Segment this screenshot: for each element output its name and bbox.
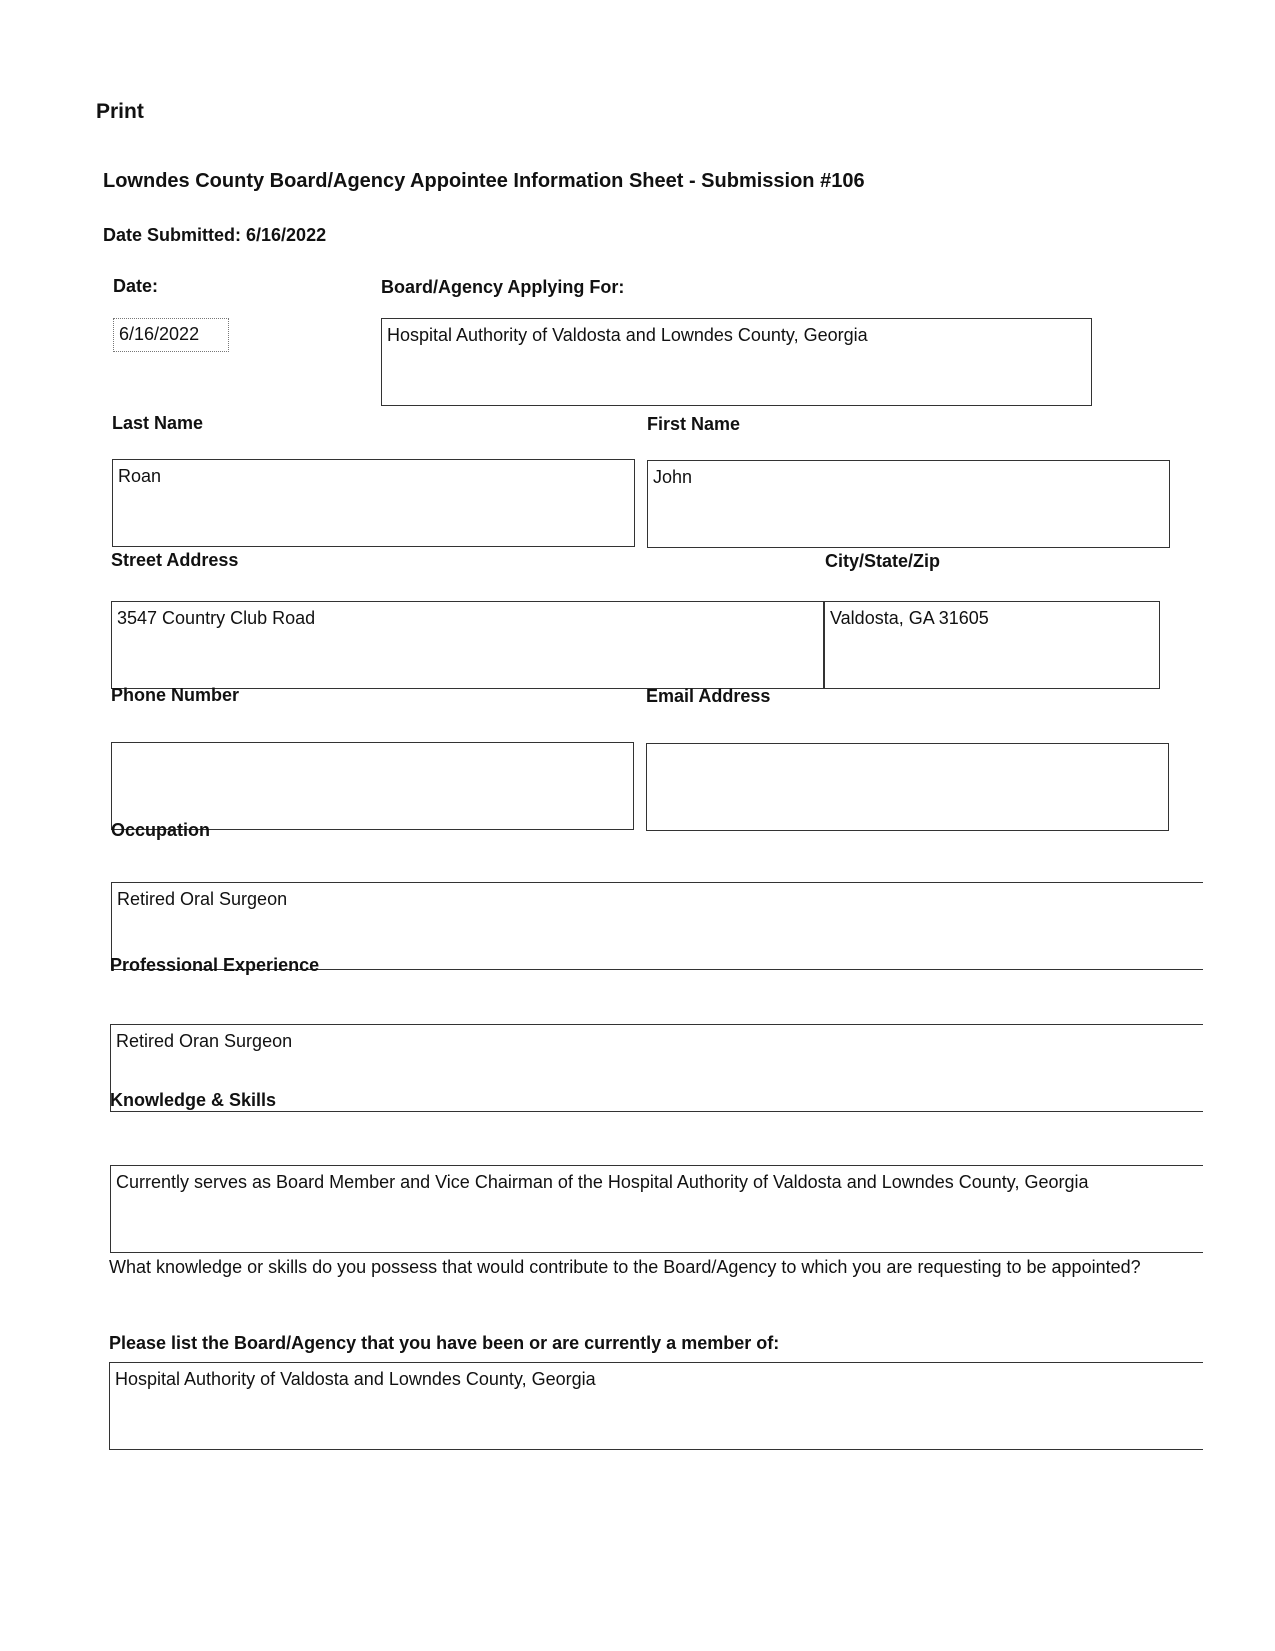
- phone-number-label: Phone Number: [111, 685, 240, 705]
- boards-member-field[interactable]: Hospital Authority of Valdosta and Lowndes County, Georgia: [109, 1362, 1203, 1450]
- street-address-field[interactable]: 3547 Country Club Road: [111, 601, 824, 689]
- email-address-label: Email Address: [646, 686, 771, 706]
- city-state-zip-field[interactable]: Valdosta, GA 31605: [824, 601, 1160, 689]
- boards-member-label: Please list the Board/Agency that you have been or are currently a member of:: [109, 1333, 780, 1353]
- phone-number-field[interactable]: [111, 742, 634, 830]
- city-state-zip-label: City/State/Zip: [825, 551, 941, 571]
- date-label: Date:: [113, 276, 159, 296]
- board-applying-label: Board/Agency Applying For:: [381, 277, 625, 297]
- knowledge-skills-label: Knowledge & Skills: [110, 1090, 277, 1110]
- professional-experience-field[interactable]: Retired Oran Surgeon: [110, 1024, 1203, 1112]
- first-name-label: First Name: [647, 414, 741, 434]
- knowledge-skills-helper-text: What knowledge or skills do you possess that would contribute to the Board/Agency to which you are requesting to be appointed?: [109, 1257, 1141, 1277]
- occupation-field[interactable]: Retired Oral Surgeon: [111, 882, 1203, 970]
- date-field[interactable]: 6/16/2022: [113, 318, 229, 352]
- email-address-field[interactable]: [646, 743, 1169, 831]
- date-submitted: Date Submitted: 6/16/2022: [103, 225, 327, 245]
- page-title: Lowndes County Board/Agency Appointee Information Sheet - Submission #106: [103, 170, 865, 192]
- last-name-label: Last Name: [112, 413, 204, 433]
- first-name-field[interactable]: John: [647, 460, 1170, 548]
- occupation-label: Occupation: [111, 820, 211, 840]
- board-applying-field[interactable]: Hospital Authority of Valdosta and Lowndes County, Georgia: [381, 318, 1092, 406]
- knowledge-skills-field[interactable]: Currently serves as Board Member and Vice Chairman of the Hospital Authority of Valdosta and Lowndes County, Georgia: [110, 1165, 1203, 1253]
- street-address-label: Street Address: [111, 550, 239, 570]
- professional-experience-label: Professional Experience: [110, 955, 320, 975]
- print-link[interactable]: Print: [96, 100, 144, 123]
- last-name-field[interactable]: Roan: [112, 459, 635, 547]
